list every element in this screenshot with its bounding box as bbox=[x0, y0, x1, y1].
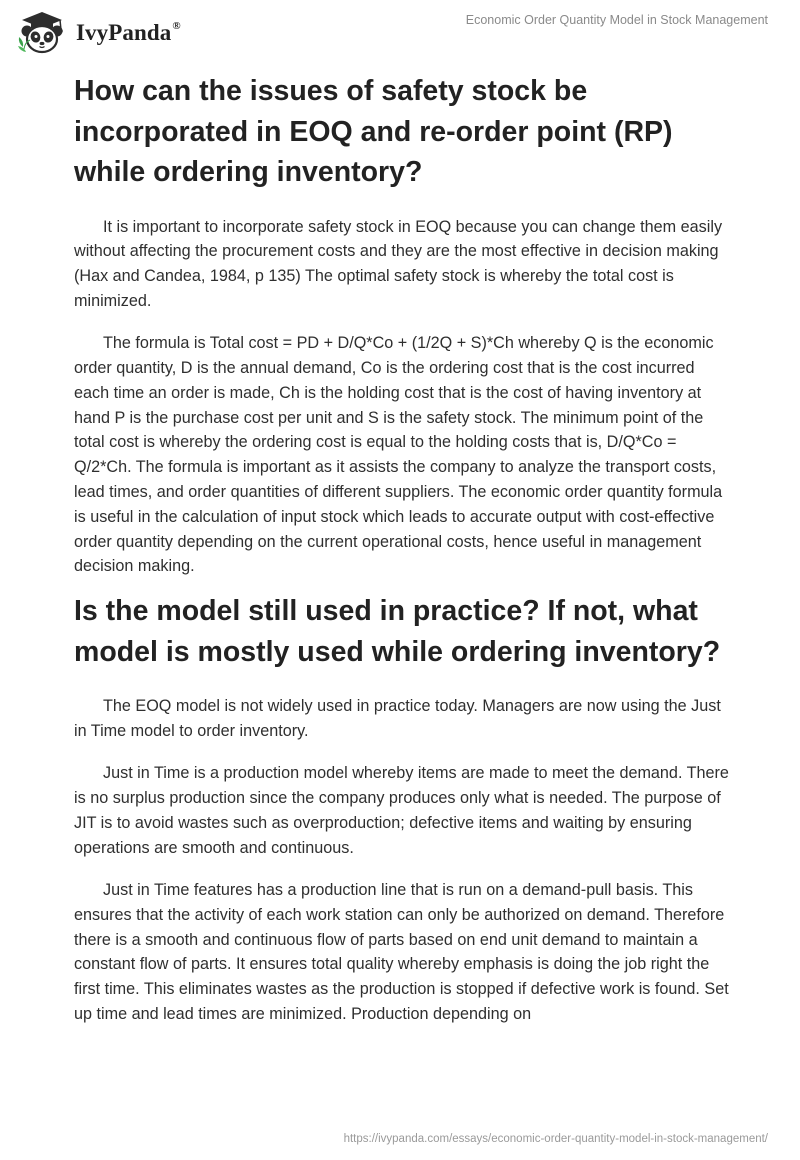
source-url[interactable]: https://ivypanda.com/essays/economic-order-quantity-model-in-stock-management/ bbox=[343, 1133, 768, 1145]
paragraph: The formula is Total cost = PD + D/Q*Co + (1/2Q + S)*Ch whereby Q is the economic order quantity, D is the annual demand, Co is the ordering cost that is the cost incurred each time an order is made, Ch is the holding cost that is the cost of having inventory at hand P is the purchase cost per unit and S is the safety stock. The minimum point of the total cost is whereby the ordering cost is equal to the holding costs that is, D/Q*Co = Q/2*Ch. The formula is important as it assists the company to analyze the transport costs, lead times, and order quantities of different suppliers. The economic order quantity formula is useful in the calculation of input stock which leads to accurate output with cost-effective order quantity depending on the current operational costs, hence useful in management decision making. bbox=[74, 334, 723, 576]
registered-mark: ® bbox=[172, 20, 181, 33]
section-heading: How can the issues of safety stock be incorporated in EOQ and re-order point (RP) while ordering inventory? bbox=[74, 75, 673, 188]
paragraph: Just in Time features has a production line that is run on a demand-pull basis. This ensures that the activity of each work station can only be authorized on demand. Therefore there is a smooth and continuous flow of parts based on end unit demand to maintain a constant flow of parts. It ensures total quality whereby emphasis is doing the job right the first time. This eliminates wastes as the production is stopped if defective work is found. Set up time and lead times are minimized. Production depending on bbox=[74, 880, 729, 1023]
paragraph: The EOQ model is not widely used in practice today. Managers are now using the Just in Time model to order inventory. bbox=[74, 697, 721, 740]
paragraph: Just in Time is a production model whereby items are made to meet the demand. There is no surplus production since the company produces only what is needed. The purpose of JIT is to avoid wastes such as overproduction; defective items and waiting by ensuring operations are smooth and continuous. bbox=[74, 764, 729, 857]
page-header bbox=[0, 0, 800, 62]
brand-name bbox=[76, 20, 181, 46]
document-title: Economic Order Quantity Model in Stock Management bbox=[465, 13, 768, 27]
section-heading: Is the model still used in practice? If not, what model is mostly used while ordering inventory? bbox=[74, 595, 721, 668]
paragraph: It is important to incorporate safety stock in EOQ because you can change them easily without affecting the procurement costs and they are the most effective in decision making (Hax and Candea, 1984, p 135) The optimal safety stock is whereby the total cost is minimized. bbox=[74, 217, 723, 310]
article-body bbox=[74, 70, 734, 1027]
panda-graduate-icon bbox=[14, 9, 70, 55]
ivypanda-logo[interactable] bbox=[14, 9, 181, 55]
brand-text: IvyPanda bbox=[76, 20, 172, 45]
